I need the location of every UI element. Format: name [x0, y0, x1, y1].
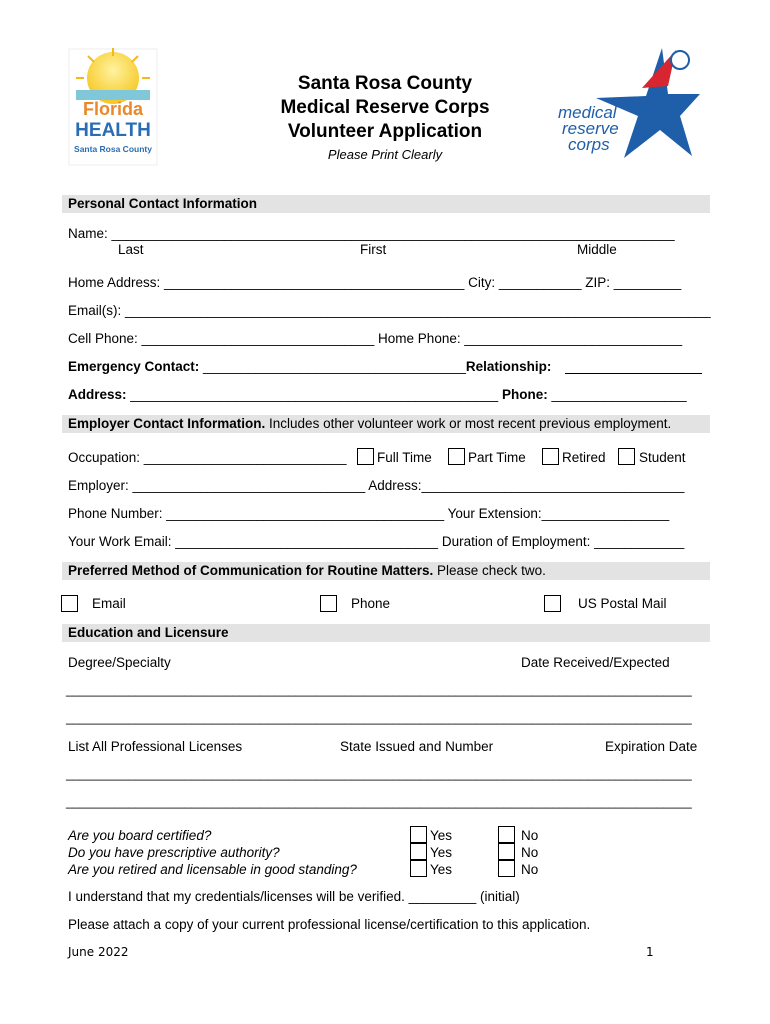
- section-heading: Personal Contact Information: [68, 196, 258, 211]
- section-heading: Employer Contact Information.: [68, 416, 266, 431]
- employer-field[interactable]: Employer: _______________________________ Address:___________________________________: [68, 478, 685, 493]
- phone-number-field[interactable]: Phone Number: _____________________________________ Your Extension:_________________: [68, 506, 670, 521]
- section-communication: [62, 562, 710, 580]
- phone-checkbox[interactable]: [320, 595, 337, 612]
- degree-specialty-label: Degree/Specialty: [68, 655, 171, 670]
- attach-license-note: Please attach a copy of your current professional license/certification to this application.: [68, 917, 591, 932]
- svg-text:medical: medical: [558, 103, 617, 122]
- florida-text: Florida: [82, 99, 144, 119]
- question-board-certified: Are you board certified?: [68, 828, 212, 843]
- license-line-1[interactable]: __________________________________________________________________________________________: [66, 767, 692, 781]
- no-label: No: [521, 862, 539, 877]
- retired-label: Retired: [562, 450, 606, 465]
- caduceus-icon: [671, 51, 689, 69]
- emergency-address-label: Address:: [68, 387, 131, 402]
- title-line-1: Santa Rosa County: [297, 73, 473, 94]
- retired-yes-checkbox[interactable]: [410, 860, 427, 877]
- yes-label: Yes: [430, 828, 453, 843]
- yes-label: Yes: [430, 845, 453, 860]
- title-line-2: Medical Reserve Corps: [280, 97, 490, 118]
- email-option-label: Email: [92, 596, 126, 611]
- state-issued-label: State Issued and Number: [340, 739, 494, 754]
- board-certified-yes-checkbox[interactable]: [410, 826, 427, 843]
- student-checkbox[interactable]: [618, 448, 635, 465]
- section-heading: Education and Licensure: [68, 625, 229, 640]
- emergency-address-row[interactable]: [68, 387, 687, 402]
- no-label: No: [521, 845, 539, 860]
- emergency-phone-label: Phone:: [501, 387, 552, 402]
- section-heading-note: Please check two.: [433, 563, 546, 578]
- form-title: [230, 72, 540, 164]
- full-time-checkbox[interactable]: [357, 448, 374, 465]
- name-field[interactable]: Name: ___________________________________________________________________________: [68, 226, 675, 241]
- date-received-label: Date Received/Expected: [521, 655, 670, 670]
- question-retired: Are you retired and licensable in good standing?: [68, 862, 357, 877]
- footer-date: June 2022: [68, 945, 129, 959]
- email-field[interactable]: Email(s): ______________________________________________________________________________: [68, 303, 711, 318]
- florida-health-logo: [68, 48, 158, 166]
- relationship-line[interactable]: [565, 373, 702, 374]
- relationship-label: Relationship:: [465, 359, 552, 374]
- postal-mail-checkbox[interactable]: [544, 595, 561, 612]
- first-name-caption: First: [360, 242, 387, 257]
- county-text: Santa Rosa County: [74, 144, 152, 154]
- health-text: HEALTH: [75, 120, 151, 141]
- degree-line-1[interactable]: __________________________________________________________________________________________: [66, 683, 692, 697]
- section-heading: Preferred Method of Communication for Routine Matters.: [68, 563, 434, 578]
- page-number: 1: [646, 945, 654, 959]
- section-heading-note: Includes other volunteer work or most recent previous employment.: [265, 416, 672, 431]
- prescriptive-no-checkbox[interactable]: [498, 843, 515, 860]
- section-education: [62, 624, 710, 642]
- email-checkbox[interactable]: [61, 595, 78, 612]
- section-employer-contact: [62, 415, 710, 433]
- licenses-label: List All Professional Licenses: [68, 739, 243, 754]
- part-time-label: Part Time: [468, 450, 526, 465]
- phone-option-label: Phone: [351, 596, 391, 611]
- work-email-field[interactable]: Your Work Email: ___________________________________ Duration of Employment: ____________: [68, 534, 685, 549]
- title-line-3: Volunteer Application: [287, 121, 483, 142]
- emergency-contact-line[interactable]: ___________________________________: [203, 359, 466, 374]
- full-time-label: Full Time: [377, 450, 432, 465]
- board-certified-no-checkbox[interactable]: [498, 826, 515, 843]
- svg-text:reserve: reserve: [562, 119, 619, 138]
- retired-no-checkbox[interactable]: [498, 860, 515, 877]
- degree-line-2[interactable]: __________________________________________________________________________________________: [66, 711, 692, 725]
- question-prescriptive: Do you have prescriptive authority?: [68, 845, 280, 860]
- emergency-contact-row[interactable]: [68, 359, 551, 374]
- postal-mail-option-label: US Postal Mail: [578, 596, 667, 611]
- yes-label: Yes: [430, 862, 453, 877]
- retired-checkbox[interactable]: [542, 448, 559, 465]
- expiration-date-label: Expiration Date: [605, 739, 698, 754]
- home-address-field[interactable]: Home Address: ________________________________________ City: ___________ ZIP: _________: [68, 275, 682, 290]
- section-personal-contact: [62, 195, 710, 213]
- student-label: Student: [639, 450, 686, 465]
- svg-text:corps: corps: [568, 135, 610, 154]
- middle-name-caption: Middle: [577, 242, 617, 257]
- medical-reserve-corps-logo: [550, 46, 700, 161]
- verification-statement[interactable]: I understand that my credentials/licenses will be verified. _________ (initial): [68, 889, 520, 904]
- license-line-2[interactable]: __________________________________________________________________________________________: [66, 795, 692, 809]
- last-name-caption: Last: [118, 242, 144, 257]
- subtitle: Please Print Clearly: [327, 147, 443, 162]
- part-time-checkbox[interactable]: [448, 448, 465, 465]
- emergency-phone-line[interactable]: __________________: [551, 387, 687, 402]
- emergency-address-line[interactable]: _________________________________________________: [130, 387, 499, 402]
- phone-fields[interactable]: Cell Phone: _______________________________ Home Phone: _____________________________: [68, 331, 683, 346]
- no-label: No: [521, 828, 539, 843]
- prescriptive-yes-checkbox[interactable]: [410, 843, 427, 860]
- emergency-contact-label: Emergency Contact:: [68, 359, 204, 374]
- occupation-field[interactable]: Occupation: ___________________________: [68, 450, 347, 465]
